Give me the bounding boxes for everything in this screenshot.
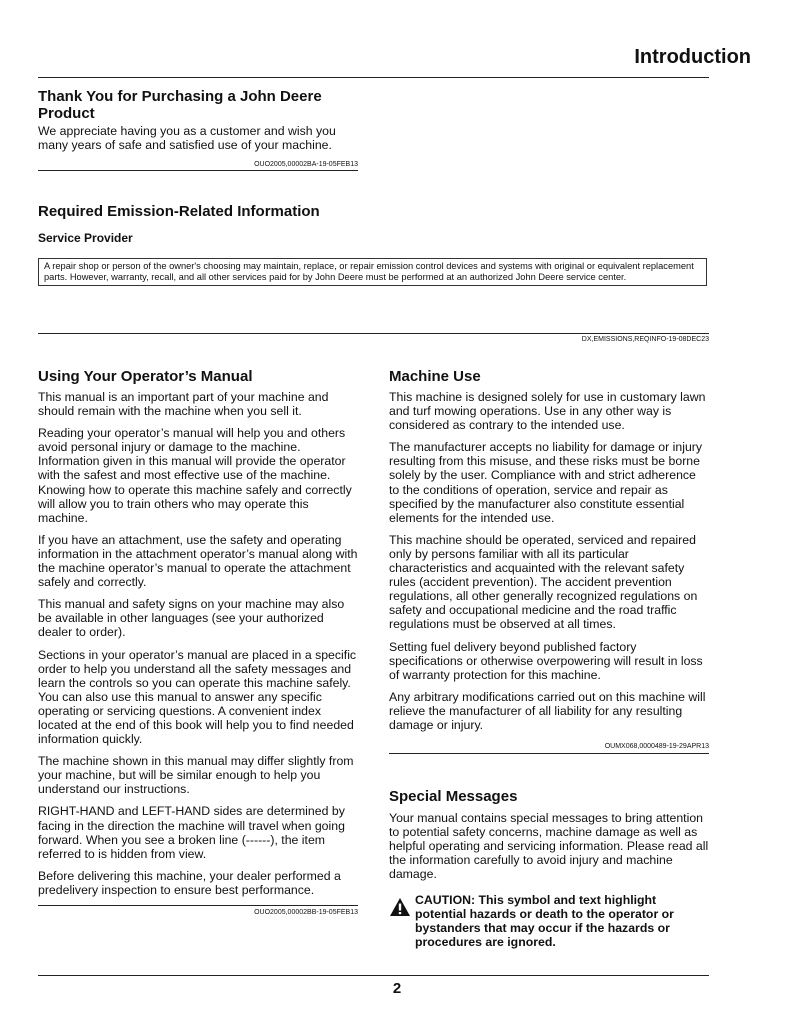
machine-use-ref: OUMX068,0000489-19-29APR13 (604, 743, 709, 750)
thank-you-heading-line1: Thank You for Purchasing a John Deere (38, 88, 322, 105)
operators-manual-paragraph: This manual is an important part of your machine and should remain with the machine when you sell it. (38, 390, 329, 419)
machine-use-section (389, 368, 709, 732)
emission-divider (38, 333, 709, 334)
special-messages-section (389, 788, 709, 881)
operators-manual-paragraph: Sections in your operator’s manual are placed in a specific order to help you understand all the safety messages and learn the controls so you can operate this machine safely. You can also use this manual to answer any specific operating or servicing questions. A convenient index located at the end of this book will help you to find needed information quickly. (38, 647, 357, 747)
machine-use-heading: Machine Use (389, 368, 481, 385)
operators-manual-divider (38, 905, 358, 906)
thank-you-heading-line2: Product (38, 105, 95, 122)
machine-use-paragraph: Setting fuel delivery beyond published factory specifications or otherwise overpowering will result in loss of warranty protection for this machine. (389, 639, 703, 682)
machine-use-paragraph: This machine is designed solely for use in customary lawn and turf mowing operations. Use in any other way is considered as contrary to the intended use. (389, 390, 706, 433)
operators-manual-paragraph: RIGHT-HAND and LEFT-HAND sides are determined by facing in the direction the machine will travel when going forward. When you see a broken line (------), the item referred to is hidden from view. (38, 804, 345, 861)
machine-use-paragraph: Any arbitrary modifications carried out on this machine will relieve the manufacturer of all liability for any resulting damage or injury. (389, 689, 706, 732)
operators-manual-paragraph: Before delivering this machine, your dealer performed a predelivery inspection to ensure best performance. (38, 868, 341, 897)
emission-notice-box: A repair shop or person of the owner's choosing may maintain, replace, or repair emission control devices and systems with original or equivalent replacement parts. However, warranty, recall, and all other services paid for by John Deere must be performed at an authorized John Deere service center. (38, 258, 707, 286)
thank-you-divider (38, 170, 358, 171)
footer-divider (38, 975, 709, 976)
thank-you-heading (38, 88, 358, 122)
thank-you-ref: OUO2005,00002BA-19-05FEB13 (254, 161, 358, 169)
operators-manual-paragraph: Reading your operator’s manual will help you and others avoid personal injury or damage to the machine. Information given in this manual will provide the operator with the safest and most effective use of the machine. Knowing how to operate this machine safely and correctly will allow you to train others who may operate this machine. (38, 426, 352, 525)
caution-text: CAUTION: This symbol and text highlight potential hazards or death to the operator or bystanders that may occur if the hazards or procedures are ignored. (415, 893, 674, 949)
machine-use-paragraph: The manufacturer accepts no liability for damage or injury resulting from this misuse, and these risks must be borne solely by the user. Compliance with and strict adherence to the conditions of operation, service and repair as specified by the manufacturer also constitute essential elements for the intended use. (389, 440, 703, 525)
caution-message (389, 893, 709, 949)
warning-triangle-icon (389, 897, 411, 917)
service-provider-heading: Service Provider (38, 231, 133, 245)
machine-use-divider (389, 753, 709, 754)
thank-you-body: We appreciate having you as a customer and wish you many years of safe and satisfied use of your machine. (38, 124, 336, 153)
title-divider (38, 77, 709, 78)
operators-manual-paragraph: If you have an attachment, use the safety and operating information in the attachment operator’s manual along with the machine operator’s manual to operate the attachment safely and correctly. (38, 532, 358, 590)
operators-manual-paragraph: This manual and safety signs on your machine may also be available in other languages (see your authorized dealer to order). (38, 597, 345, 640)
emission-section (38, 203, 709, 245)
machine-use-paragraph: This machine should be operated, serviced and repaired only by persons familiar with all its particular characteristics and acquainted with the relevant safety rules (accident prevention). The accident prevention regulations, all other generally recognized regulations on safety and occupational medicine and the road traffic regulations must be observed at all times. (389, 532, 698, 632)
operators-manual-ref: OUO2005,00002BB-19-05FEB13 (254, 909, 358, 916)
special-messages-body: Your manual contains special messages to bring attention to potential safety concerns, machine damage as well as helpful operating and servicing information. Please read all the information carefully to avoid injury and machine damage. (389, 811, 709, 882)
special-messages-heading: Special Messages (389, 788, 518, 805)
operators-manual-section (38, 368, 358, 897)
emission-ref: DX,EMISSIONS,REQINFO-19-08DEC23 (581, 336, 709, 343)
operators-manual-paragraph: The machine shown in this manual may differ slightly from your machine, but will be similar enough to help you understand our instructions. (38, 754, 354, 797)
page-number: 2 (392, 980, 402, 997)
page-title: Introduction (634, 46, 751, 68)
thank-you-section (38, 88, 358, 171)
operators-manual-heading: Using Your Operator’s Manual (38, 368, 253, 385)
emission-heading: Required Emission-Related Information (38, 203, 320, 220)
